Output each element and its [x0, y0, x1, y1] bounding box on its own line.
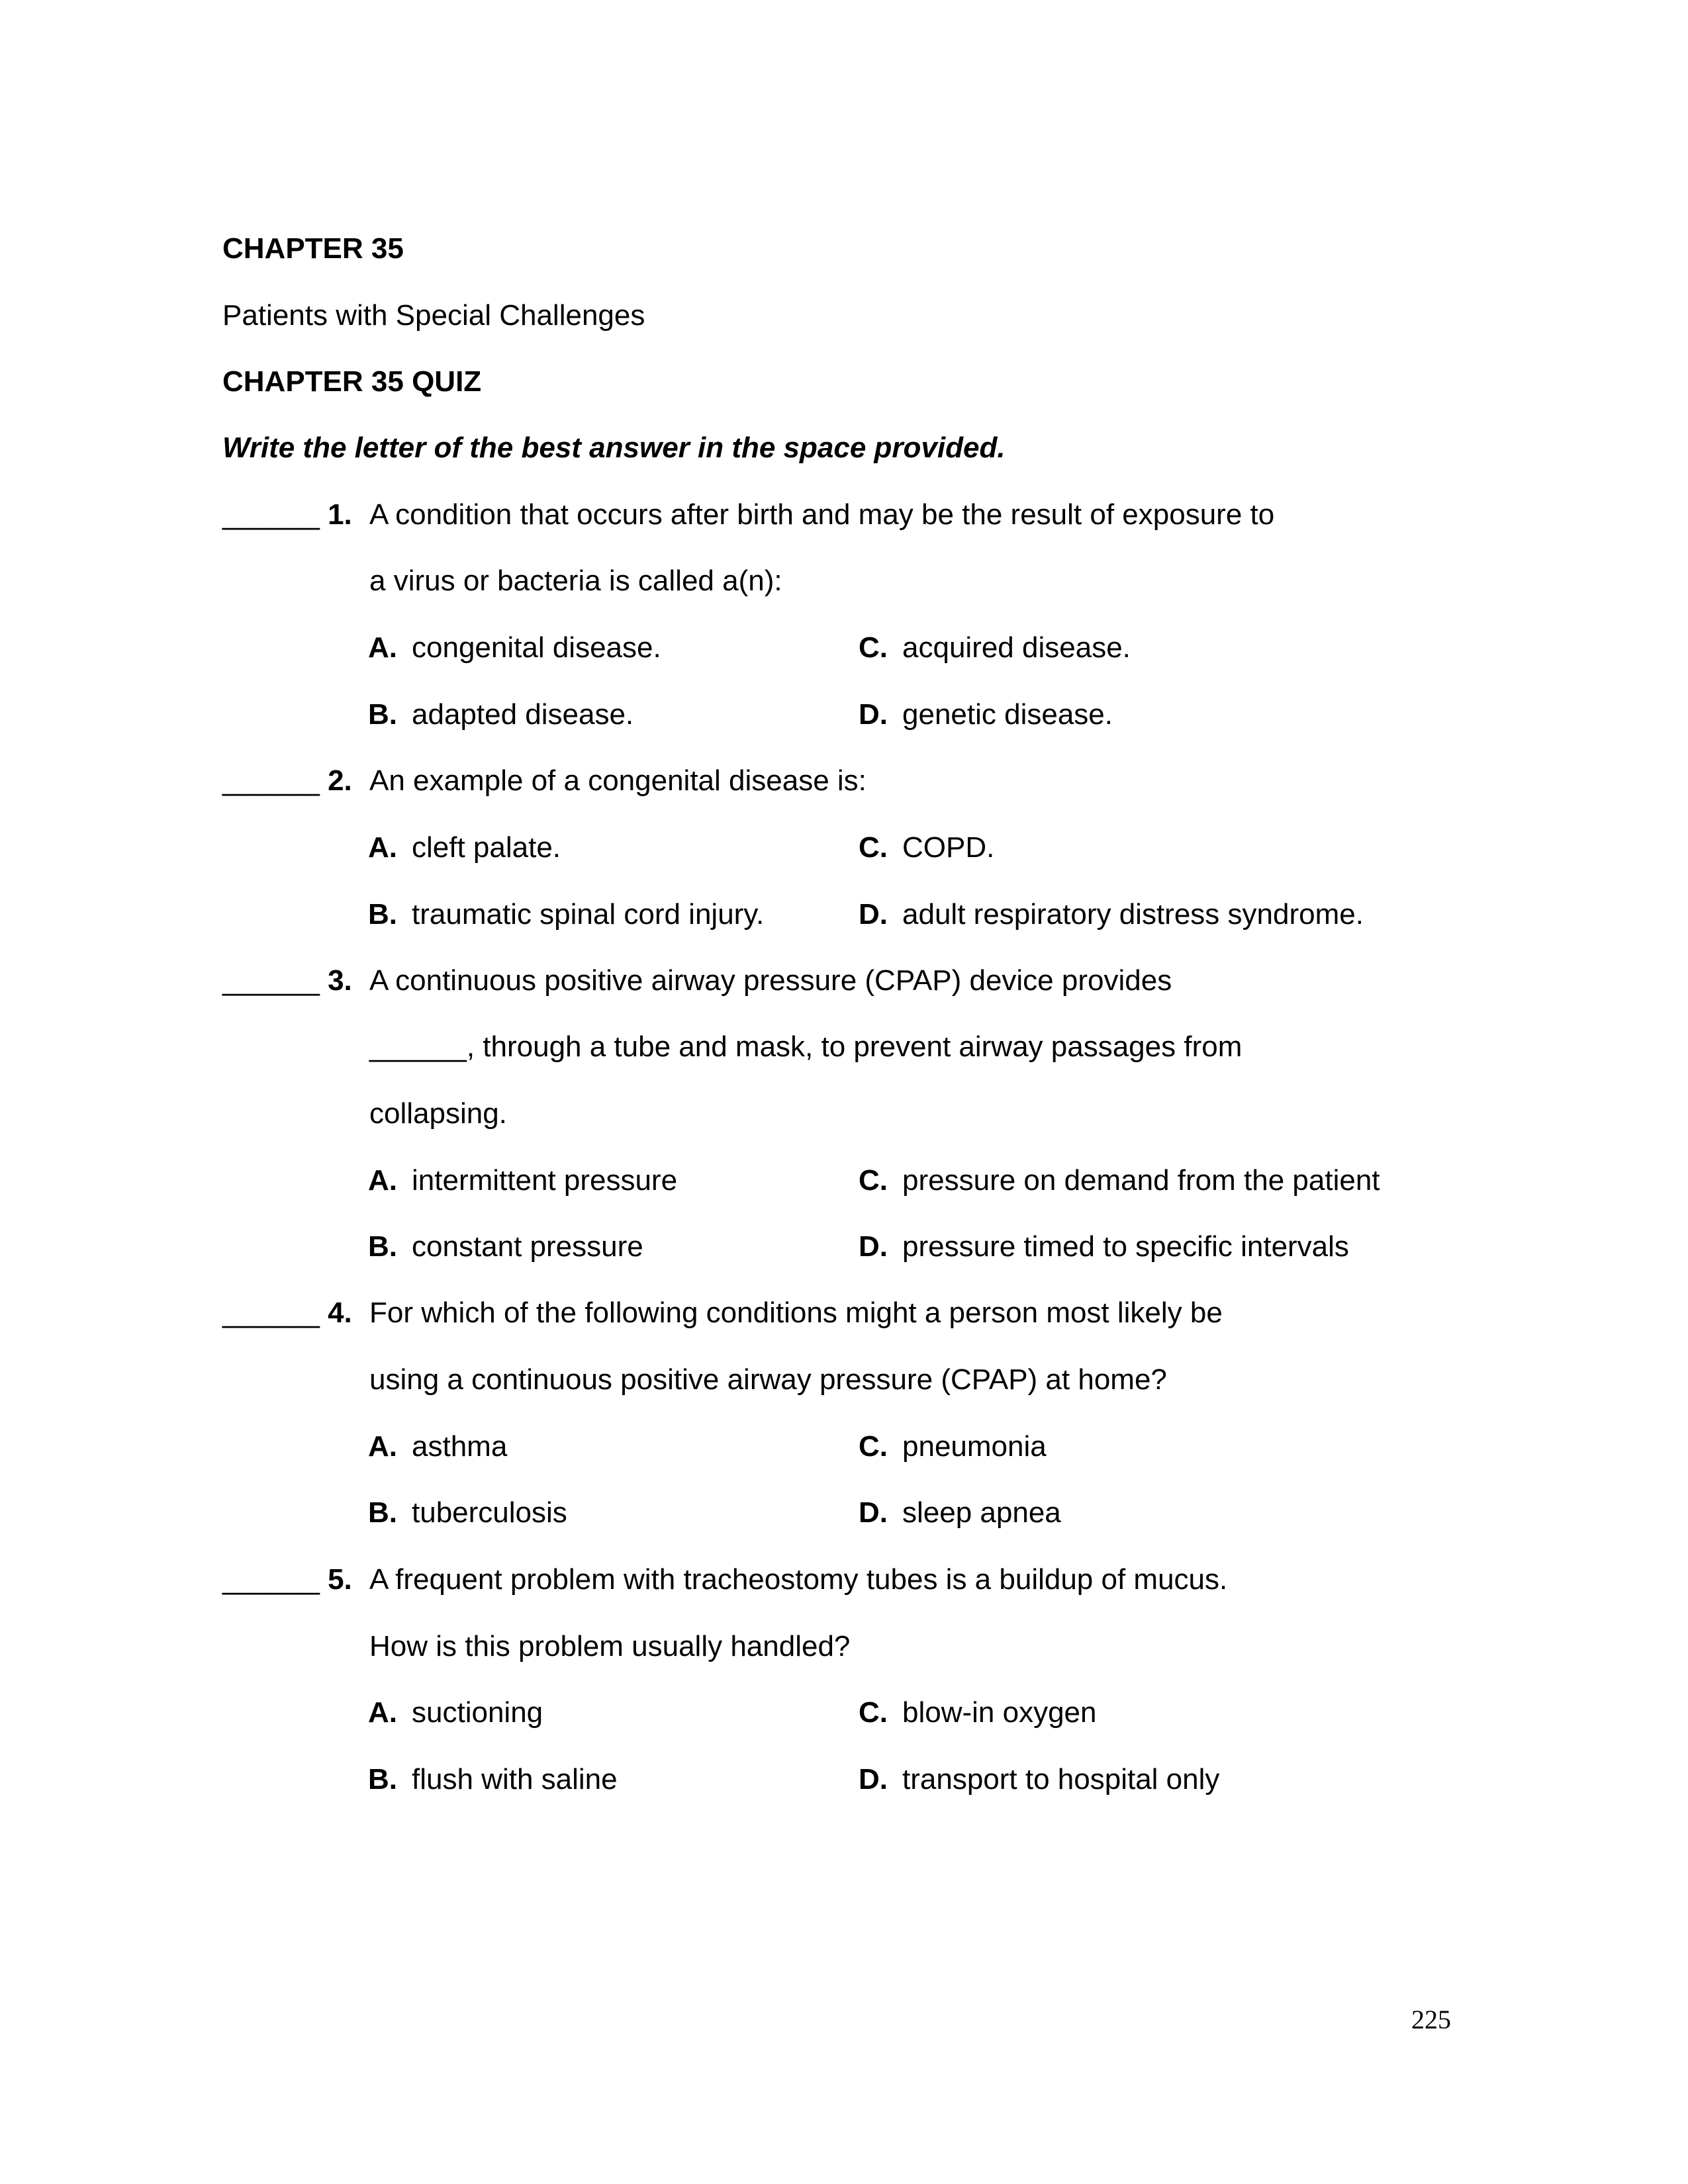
option-letter: A.: [368, 1164, 397, 1197]
option-text: pressure on demand from the patient: [902, 1164, 1380, 1197]
page-number: 225: [1411, 2005, 1451, 2034]
option-text: tuberculosis: [412, 1496, 567, 1529]
question-4-number: [222, 1296, 352, 1330]
option-text: intermittent pressure: [412, 1164, 678, 1197]
question-5-option-a: [368, 1696, 543, 1730]
question-number: 4.: [328, 1297, 352, 1329]
question-1-line-1: A condition that occurs after birth and may be the result of exposure to: [369, 498, 1275, 531]
quiz-instructions: Write the letter of the best answer in the space provided.: [222, 432, 1006, 464]
chapter-title: Patients with Special Challenges: [222, 299, 645, 332]
question-4-option-d: [859, 1496, 1061, 1530]
chapter-label: CHAPTER 35: [222, 232, 404, 265]
option-text: pressure timed to specific intervals: [902, 1230, 1349, 1263]
quiz-title: CHAPTER 35 QUIZ: [222, 365, 482, 398]
question-2-option-d: [859, 897, 1364, 932]
question-4-line-1: For which of the following conditions might a person most likely be: [369, 1297, 1223, 1329]
option-text: flush with saline: [412, 1763, 618, 1796]
question-4-option-b: [368, 1496, 567, 1530]
option-text: asthma: [412, 1430, 508, 1463]
question-5-line-2: How is this problem usually handled?: [369, 1630, 851, 1662]
option-letter: C.: [859, 1164, 888, 1197]
question-1-option-c: [859, 631, 1131, 665]
question-2-option-b: [368, 897, 764, 932]
option-letter: B.: [368, 1230, 397, 1263]
answer-blank: ______: [222, 1563, 320, 1596]
option-text: traumatic spinal cord injury.: [412, 898, 765, 931]
option-letter: D.: [859, 1496, 888, 1529]
option-text: transport to hospital only: [902, 1763, 1220, 1796]
question-4-option-a: [368, 1430, 507, 1464]
option-text: pneumonia: [902, 1430, 1047, 1463]
option-text: acquired disease.: [902, 631, 1131, 664]
option-letter: D.: [859, 1230, 888, 1263]
option-letter: C.: [859, 1430, 888, 1463]
question-5-line-1: A frequent problem with tracheostomy tubes is a buildup of mucus.: [369, 1563, 1228, 1596]
answer-blank: ______: [222, 964, 320, 997]
question-3-line-3: collapsing.: [369, 1097, 507, 1130]
question-5-number: [222, 1563, 352, 1597]
option-letter: B.: [368, 1763, 397, 1796]
option-text: cleft palate.: [412, 831, 561, 864]
option-letter: D.: [859, 898, 888, 931]
option-letter: D.: [859, 698, 888, 731]
question-3-option-b: [368, 1230, 643, 1264]
option-letter: C.: [859, 631, 888, 664]
question-3-line-2: ______, through a tube and mask, to prevent airway passages from: [369, 1030, 1243, 1063]
question-number: 3.: [328, 964, 352, 997]
option-letter: B.: [368, 898, 397, 931]
option-text: blow-in oxygen: [902, 1696, 1097, 1729]
question-3-option-a: [368, 1163, 677, 1198]
question-1-option-d: [859, 698, 1113, 732]
question-1-option-b: [368, 698, 633, 732]
option-text: COPD.: [902, 831, 995, 864]
option-letter: A.: [368, 1430, 397, 1463]
question-4-option-c: [859, 1430, 1047, 1464]
option-letter: A.: [368, 631, 397, 664]
question-1-number: [222, 498, 352, 532]
question-3-number: [222, 964, 352, 998]
answer-blank: ______: [222, 764, 320, 797]
question-1-option-a: [368, 631, 661, 665]
question-3-option-d: [859, 1230, 1349, 1264]
answer-blank: ______: [222, 498, 320, 531]
option-text: genetic disease.: [902, 698, 1113, 731]
option-letter: B.: [368, 698, 397, 731]
option-letter: C.: [859, 831, 888, 864]
option-letter: B.: [368, 1496, 397, 1529]
question-number: 1.: [328, 498, 352, 531]
question-4-line-2: using a continuous positive airway pressure (CPAP) at home?: [369, 1363, 1167, 1396]
option-letter: C.: [859, 1696, 888, 1729]
question-5-option-d: [859, 1762, 1219, 1797]
option-letter: A.: [368, 831, 397, 864]
option-text: adapted disease.: [412, 698, 634, 731]
option-text: congenital disease.: [412, 631, 661, 664]
question-2-number: [222, 764, 352, 798]
question-3-option-c: [859, 1163, 1380, 1198]
question-1-line-2: a virus or bacteria is called a(n):: [369, 565, 782, 597]
question-5-option-c: [859, 1696, 1097, 1730]
option-letter: A.: [368, 1696, 397, 1729]
option-text: constant pressure: [412, 1230, 643, 1263]
question-2-line-1: An example of a congenital disease is:: [369, 764, 867, 797]
question-number: 5.: [328, 1563, 352, 1596]
answer-blank: ______: [222, 1297, 320, 1329]
option-text: adult respiratory distress syndrome.: [902, 898, 1364, 931]
question-2-option-c: [859, 831, 994, 865]
question-5-option-b: [368, 1762, 618, 1797]
option-letter: D.: [859, 1763, 888, 1796]
option-text: sleep apnea: [902, 1496, 1061, 1529]
question-number: 2.: [328, 764, 352, 797]
question-2-option-a: [368, 831, 561, 865]
question-3-line-1: A continuous positive airway pressure (CPAP) device provides: [369, 964, 1172, 997]
option-text: suctioning: [412, 1696, 543, 1729]
